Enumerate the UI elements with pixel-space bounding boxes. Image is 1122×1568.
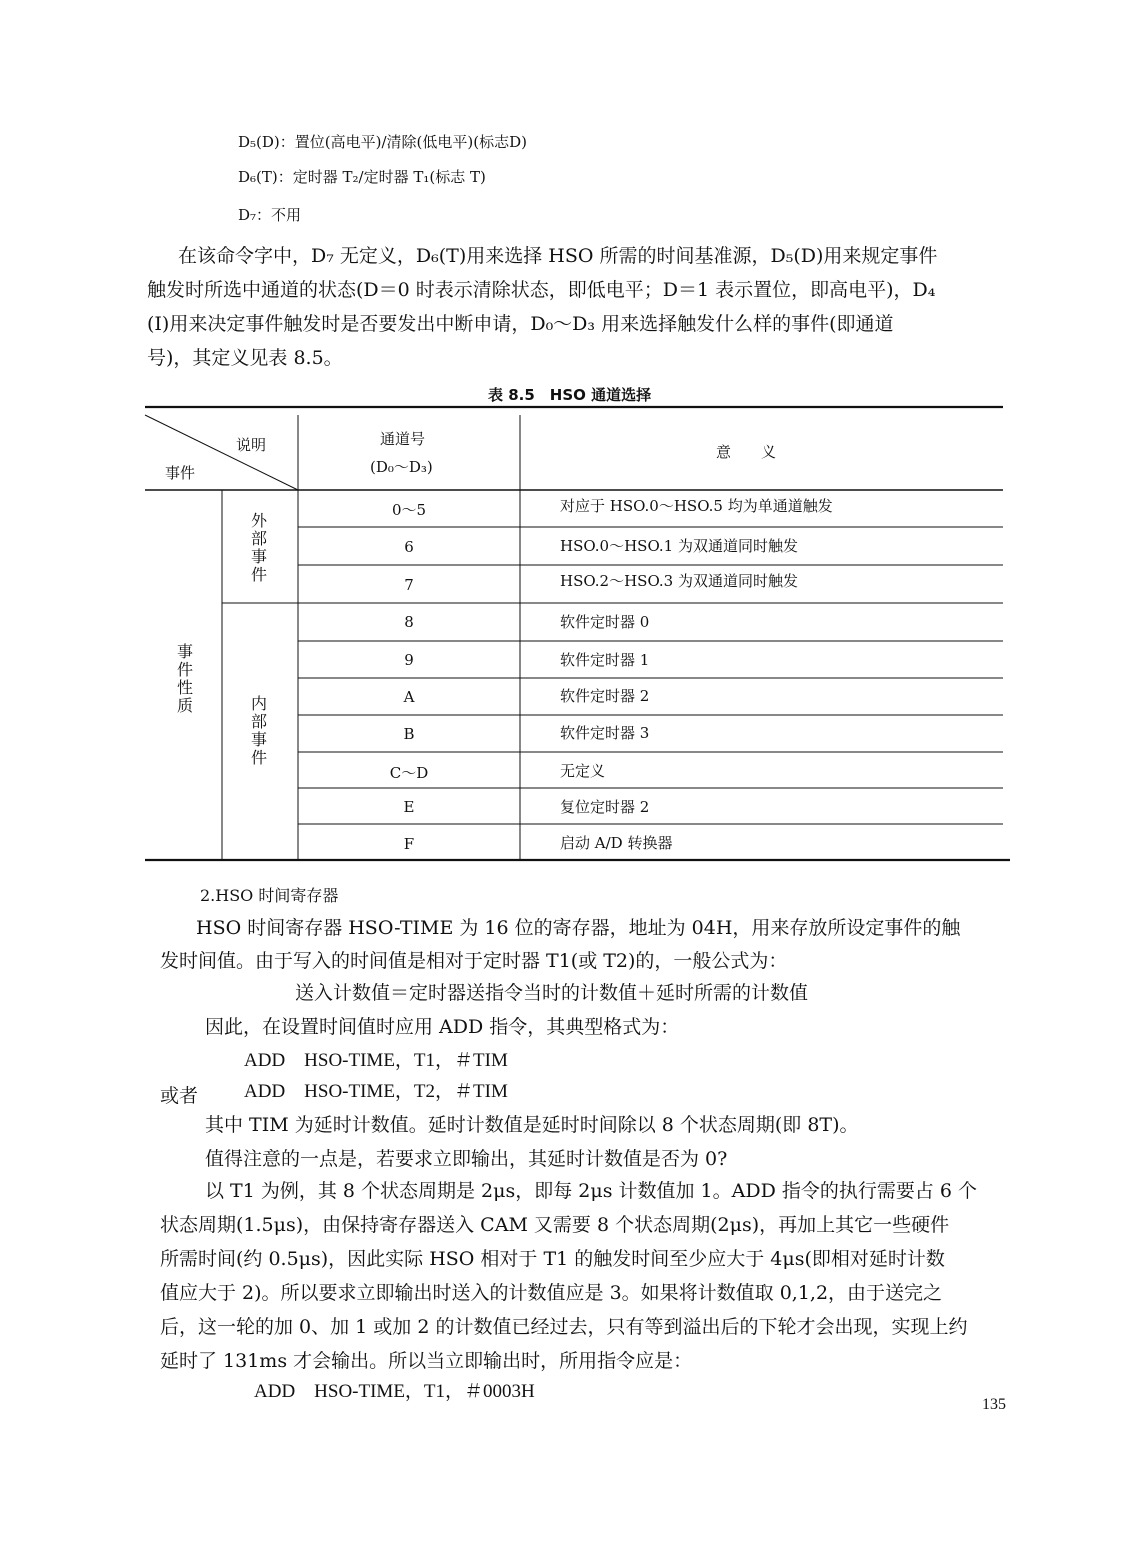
paragraph-line: 号)，其定义见表 8.5。 (147, 347, 343, 369)
internal-events-label: 内部事件 (250, 694, 267, 767)
paragraph-line: 值应大于 2)。所以要求立即输出时送入的计数值应是 3。如果将计数值取 0,1,2，由于送完之 (160, 1282, 943, 1304)
table-row-meaning: 对应于 HSO.0～HSO.5 均为单通道触发 (560, 497, 833, 515)
table-caption: 表 8.5 HSO 通道选择 (488, 386, 652, 404)
or-label: 或者 (160, 1085, 199, 1107)
header-channel-sub: (D₀～D₃) (370, 458, 433, 476)
paragraph-line: 因此，在设置时间值时应用 ADD 指令，其典型格式为： (205, 1016, 680, 1038)
paragraph-line: 以 T1 为例，其 8 个状态周期是 2μs，即每 2μs 计数值加 1。ADD 指令的执行需要占 6 个 (205, 1180, 978, 1202)
table-row-channel: C～D (389, 764, 429, 782)
paragraph-line: 状态周期(1.5μs)，由保持寄存器送入 CAM 又需要 8 个状态周期(2μs)，再加上其它一些硬件 (160, 1214, 950, 1236)
section-title: 2.HSO 时间寄存器 (200, 886, 339, 905)
definition-d7: D₇：不用 (238, 206, 302, 224)
paragraph-line: 发时间值。由于写入的时间值是相对于定时器 T1(或 T2)的，一般公式为： (160, 950, 788, 972)
paragraph-line: 后，这一轮的加 0、加 1 或加 2 的计数值已经过去，只有等到溢出后的下轮才会出现，实现上约 (160, 1316, 968, 1338)
table-row-meaning: 软件定时器 0 (560, 613, 650, 631)
paragraph-line: (I)用来决定事件触发时是否要发出中断申请，D₀～D₃ 用来选择触发什么样的事件(即通道 (147, 313, 894, 335)
table-row-channel: E (403, 798, 415, 816)
table-row-channel: 0～5 (391, 501, 427, 519)
table-row-meaning: HSO.0～HSO.1 为双通道同时触发 (560, 537, 798, 555)
page-number: 135 (982, 1396, 1006, 1413)
external-events-label: 外部事件 (250, 511, 267, 584)
table-row-meaning: 软件定时器 2 (560, 687, 650, 705)
header-channel: 通道号 (380, 430, 426, 448)
table-row-channel: A (403, 688, 415, 706)
code-line: ADD HSO-TIME，T1，＃0003H (254, 1381, 535, 1402)
table-row-channel: 9 (404, 651, 414, 669)
definition-d6: D₆(T)：定时器 T₂/定时器 T₁(标志 T) (238, 168, 486, 186)
table-row-channel: B (403, 725, 415, 743)
code-line: ADD HSO-TIME，T2，＃TIM (244, 1081, 508, 1102)
group-label: 事件性质 (176, 642, 193, 715)
formula: 送入计数值＝定时器送指令当时的计数值＋延时所需的计数值 (295, 982, 809, 1004)
definition-d5: D₅(D)：置位(高电平)/清除(低电平)(标志D) (238, 133, 527, 151)
paragraph-line: HSO 时间寄存器 HSO-TIME 为 16 位的寄存器，地址为 04H，用来存放所设定事件的触 (196, 917, 961, 939)
paragraph-line: 所需时间(约 0.5μs)，因此实际 HSO 相对于 T1 的触发时间至少应大于 4μs(即相对延时计数 (160, 1248, 945, 1270)
header-note: 说明 (236, 436, 267, 454)
table-row-meaning: 软件定时器 3 (560, 724, 650, 742)
paragraph-line: 触发时所选中通道的状态(D＝0 时表示清除状态，即低电平；D＝1 表示置位，即高电平)，D₄ (147, 279, 936, 301)
header-event: 事件 (165, 464, 196, 482)
paragraph-line: 延时了 131ms 才会输出。所以当立即输出时，所用指令应是： (160, 1350, 693, 1372)
table-row-meaning: HSO.2～HSO.3 为双通道同时触发 (560, 572, 798, 590)
paragraph-line: 其中 TIM 为延时计数值。延时计数值是延时时间除以 8 个状态周期(即 8T)。 (205, 1114, 859, 1136)
table-row-meaning: 无定义 (560, 762, 606, 780)
table-row-channel: 7 (404, 576, 414, 594)
table-row-meaning: 复位定时器 2 (560, 798, 650, 816)
table-row-channel: F (403, 835, 415, 853)
code-line: ADD HSO-TIME，T1，＃TIM (244, 1050, 508, 1071)
paragraph-line: 在该命令字中，D₇ 无定义，D₆(T)用来选择 HSO 所需的时间基准源，D₅(D)用来规定事件 (178, 245, 938, 267)
header-meaning: 意 义 (716, 443, 777, 461)
table-row-channel: 6 (404, 538, 414, 556)
table-row-meaning: 启动 A/D 转换器 (560, 834, 673, 852)
table-row-channel: 8 (404, 613, 414, 631)
table-row-meaning: 软件定时器 1 (560, 651, 650, 669)
paragraph-line: 值得注意的一点是，若要求立即输出，其延时计数值是否为 0? (205, 1148, 728, 1170)
